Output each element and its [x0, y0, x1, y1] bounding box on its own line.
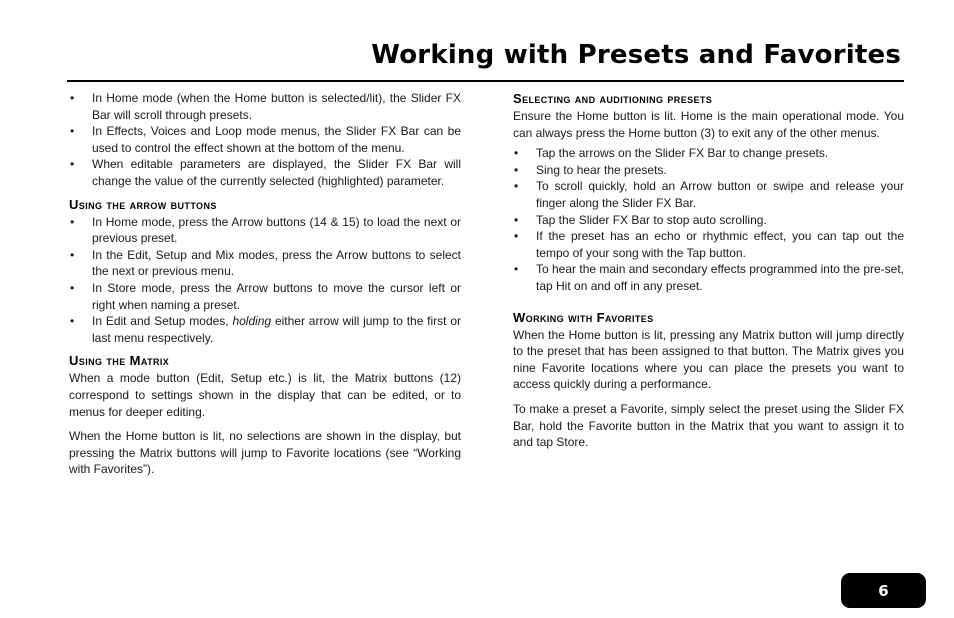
section-heading-favorites: Working with Favorites [513, 309, 654, 325]
intro-bullet-list [69, 90, 461, 190]
list-item: • If the preset has an echo or rhythmic effect, you can tap out the tempo of your song with the Tap button. [513, 228, 904, 261]
list-item: • In Home mode, press the Arrow buttons (14 & 15) to load the next or previous preset. [69, 214, 461, 247]
list-item: • When editable parameters are displayed, the Slider FX Bar will change the value of the currently selected (highlighted) parameter. [69, 156, 461, 189]
paragraph: When the Home button is lit, no selections are shown in the display, but pressing the Matrix buttons will jump to Favorite locations (see “Working with Favorites”). [69, 429, 461, 477]
list-item-text: In Edit and Setup modes, [92, 314, 233, 329]
emphasis-text: holding [232, 314, 272, 329]
list-item: • In the Edit, Setup and Mix modes, press the Arrow buttons to select the next or previous menu. [69, 247, 461, 280]
page-number: 6 [878, 581, 889, 600]
section-heading-arrow-buttons: Using the arrow buttons [69, 196, 217, 212]
list-item: • In Effects, Voices and Loop mode menus, the Slider FX Bar can be used to control the effect shown at the bottom of the menu. [69, 123, 461, 156]
title-rule [67, 80, 904, 82]
page-title: Working with Presets and Favorites [371, 40, 901, 70]
list-item: • In Store mode, press the Arrow buttons to move the cursor left or right when naming a preset. [69, 280, 461, 313]
presets-bullet-list [513, 145, 904, 294]
list-item: • In Home mode (when the Home button is selected/lit), the Slider FX Bar will scroll through presets. [69, 90, 461, 123]
list-item: • To scroll quickly, hold an Arrow button or swipe and release your finger along the Slider FX Bar. [513, 178, 904, 211]
list-item: • Tap the arrows on the Slider FX Bar to change presets. [513, 145, 904, 162]
paragraph: Ensure the Home button is lit. Home is the main operational mode. You can always press the Home button (3) to exit any of the other menus. [513, 109, 904, 140]
section-heading-presets: Selecting and auditioning presets [513, 91, 713, 106]
section-heading-matrix: Using the Matrix [69, 353, 170, 369]
list-item-text: either arrow will jump to the first or last menu respectively. [92, 314, 461, 345]
paragraph: When a mode button (Edit, Setup etc.) is lit, the Matrix buttons (12) correspond to settings shown in the display that can be edited, or to menus for deeper editing. [69, 371, 461, 419]
right-column [513, 90, 904, 451]
paragraph: When the Home button is lit, pressing any Matrix button will jump directly to the preset that has been assigned to that button. The Matrix gives you nine Favorite locations where you can place the presets you want to access quickly during a performance. [513, 327, 904, 392]
list-item: • Sing to hear the presets. [513, 162, 904, 179]
list-item: • To hear the main and secondary effects programmed into the pre-set, tap Hit on and off in any preset. [513, 261, 904, 294]
left-column [69, 90, 461, 478]
list-item [69, 313, 461, 346]
paragraph: To make a preset a Favorite, simply select the preset using the Slider FX Bar, hold the Favorite button in the Matrix that you want to assign it to and tap Store. [513, 401, 904, 450]
list-item: • Tap the Slider FX Bar to stop auto scrolling. [513, 212, 904, 229]
page-number-badge [841, 573, 926, 608]
arrow-bullet-list [69, 214, 461, 347]
